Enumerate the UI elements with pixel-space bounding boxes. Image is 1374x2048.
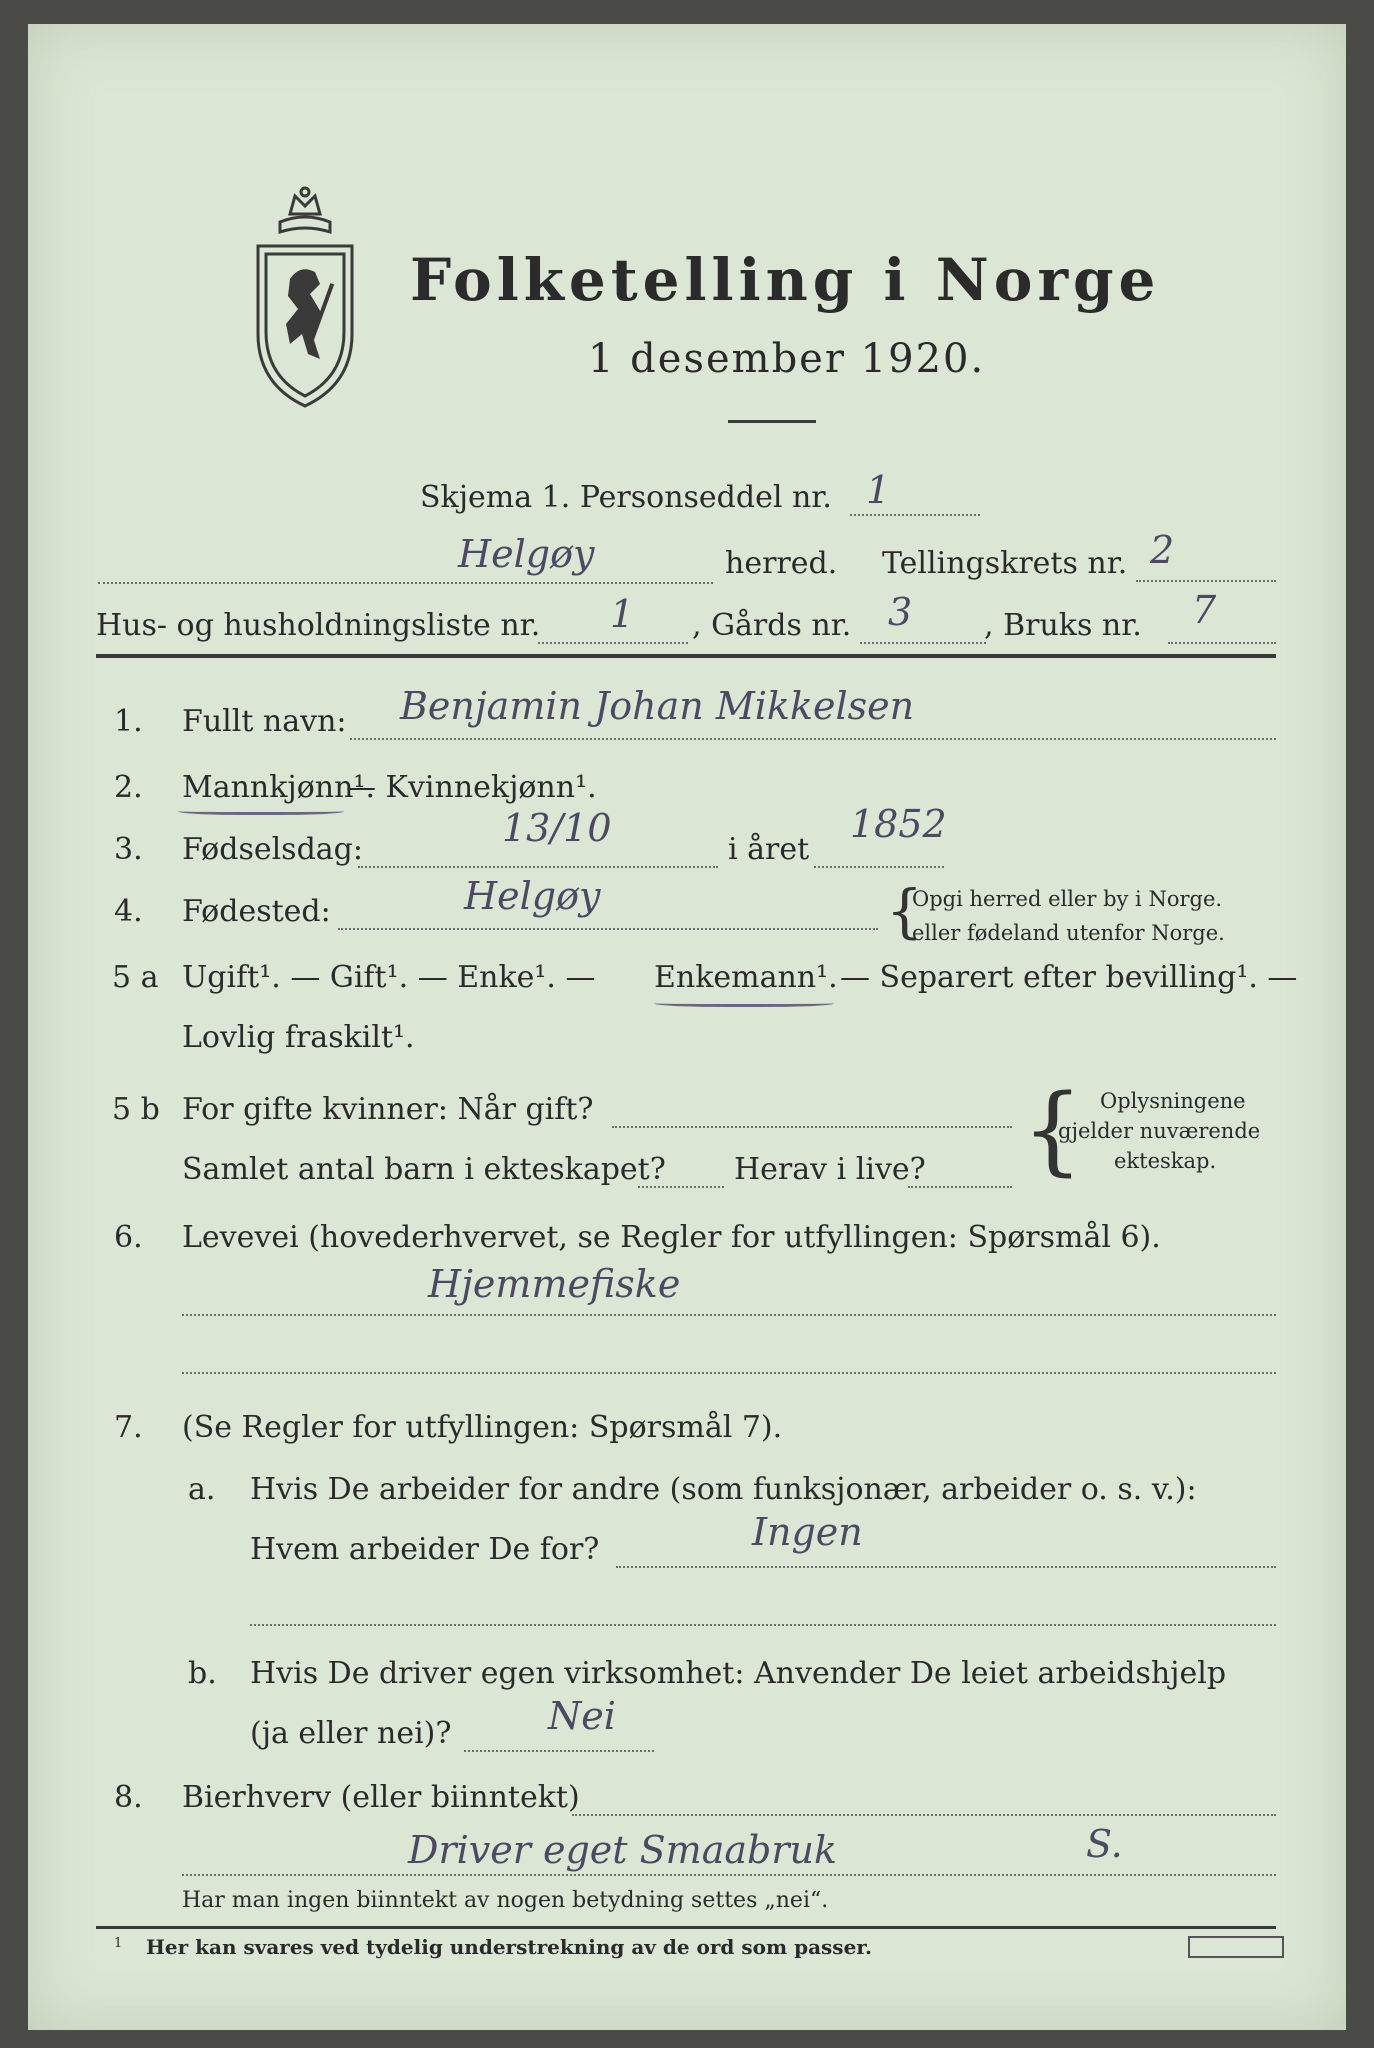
birthplace-value[interactable]: Helgøy bbox=[464, 874, 601, 918]
q7a-label-employer: Hvem arbeider De for? bbox=[250, 1532, 600, 1567]
q7b-letter: b. bbox=[188, 1656, 217, 1691]
q2-male-option[interactable]: Mannkjønn¹. bbox=[182, 770, 375, 805]
q3-number: 3. bbox=[114, 832, 143, 867]
q8-label: Bierhverv (eller biinntekt) bbox=[182, 1780, 580, 1815]
q2-female-option[interactable]: — Kvinnekjønn¹. bbox=[346, 770, 597, 805]
q4-number: 4. bbox=[114, 894, 143, 929]
hus-value[interactable]: 1 bbox=[610, 592, 635, 636]
bruks-dotline bbox=[1168, 642, 1276, 644]
footnote-mark: 1 bbox=[114, 1936, 123, 1951]
q8-number: 8. bbox=[114, 1780, 143, 1815]
employer-value[interactable]: Ingen bbox=[752, 1510, 863, 1554]
q3-year-label: i året bbox=[728, 832, 810, 867]
q6-dotline-2 bbox=[182, 1372, 1276, 1374]
title-divider bbox=[728, 420, 816, 423]
footnote-text: Her kan svares ved tydelig understrekning av de ord som passer. bbox=[146, 1935, 872, 1959]
birthyear-value[interactable]: 1852 bbox=[850, 802, 947, 846]
tellingskrets-dotline bbox=[1136, 580, 1276, 582]
q7a-label: Hvis De arbeider for andre (som funksjonær, arbeider o. s. v.): bbox=[250, 1472, 1197, 1507]
q1-number: 1. bbox=[114, 704, 143, 739]
q7b-dotline bbox=[464, 1750, 654, 1752]
q7a-letter: a. bbox=[188, 1472, 216, 1507]
bruks-label: , Bruks nr. bbox=[984, 608, 1142, 643]
gards-dotline bbox=[860, 642, 986, 644]
q7-number: 7. bbox=[114, 1410, 143, 1445]
norwegian-coat-of-arms-icon bbox=[250, 184, 360, 414]
q5a-options-1[interactable]: Ugift¹. — Gift¹. — Enke¹. — bbox=[182, 960, 596, 995]
q6-dotline-1 bbox=[182, 1314, 1276, 1316]
q4-brace: { bbox=[886, 877, 923, 945]
q5b-label-married: For gifte kvinner: Når gift? bbox=[182, 1092, 594, 1127]
q7a-dotline-2 bbox=[250, 1624, 1276, 1626]
q4-label: Fødested: bbox=[182, 894, 331, 929]
q7b-label: Hvis De driver egen virksomhet: Anvender De leiet arbeidshjelp bbox=[250, 1656, 1227, 1691]
q5a-widower-option[interactable]: Enkemann¹. bbox=[654, 960, 838, 995]
form-title: Folketelling i Norge bbox=[410, 246, 1161, 314]
occupation-value[interactable]: Hjemmefiske bbox=[428, 1262, 681, 1306]
herred-label: herred. bbox=[725, 546, 838, 581]
q3-label: Fødselsdag: bbox=[182, 832, 363, 867]
schema-dotline bbox=[850, 514, 980, 516]
q8-dotline-2 bbox=[182, 1874, 1276, 1876]
q1-dotline bbox=[350, 738, 1276, 740]
q7b-label-hired-help: (ja eller nei)? bbox=[250, 1716, 452, 1751]
hired-help-value[interactable]: Nei bbox=[548, 1694, 616, 1738]
bruks-value[interactable]: 7 bbox=[1192, 588, 1217, 632]
q5b-label-alive: Herav i live? bbox=[734, 1152, 926, 1187]
q5b-note-line3: ekteskap. bbox=[1114, 1149, 1217, 1173]
tellingskrets-value[interactable]: 2 bbox=[1150, 528, 1175, 572]
q5b-note-line2: gjelder nuværende bbox=[1058, 1119, 1261, 1143]
q4-note-line2: eller fødeland utenfor Norge. bbox=[912, 921, 1225, 945]
schema-value[interactable]: 1 bbox=[866, 468, 891, 512]
printer-stamp bbox=[1188, 1936, 1284, 1958]
census-date: 1 desember 1920. bbox=[588, 336, 986, 382]
q5b-note-line1: Oplysningene bbox=[1100, 1089, 1246, 1113]
male-underline-mark bbox=[178, 806, 344, 815]
secondary-income-value[interactable]: Driver eget Smaabruk bbox=[408, 1828, 838, 1872]
q3-dotline bbox=[358, 866, 718, 868]
herred-value[interactable]: Helgøy bbox=[458, 532, 595, 576]
header-divider bbox=[96, 654, 1276, 658]
q5a-options-2[interactable]: — Separert efter bevilling¹. — bbox=[840, 960, 1298, 995]
q1-label: Fullt navn: bbox=[182, 704, 347, 739]
q5b-married-dotline bbox=[612, 1126, 1012, 1128]
hus-label: Hus- og husholdningsliste nr. bbox=[96, 608, 541, 643]
q6-number: 6. bbox=[114, 1220, 143, 1255]
census-form-sheet bbox=[28, 24, 1346, 2030]
widower-underline-mark bbox=[654, 998, 834, 1007]
q5b-label-children: Samlet antal barn i ekteskapet? bbox=[182, 1152, 666, 1187]
footer-divider bbox=[96, 1926, 1276, 1929]
q4-note-line1: Opgi herred eller by i Norge. bbox=[912, 887, 1223, 911]
hus-dotline bbox=[538, 642, 688, 644]
q6-label: Levevei (hovederhvervet, se Regler for utfyllingen: Spørsmål 6). bbox=[182, 1220, 1161, 1255]
gards-label: , Gårds nr. bbox=[692, 608, 852, 643]
secondary-income-extra[interactable]: S. bbox=[1086, 1822, 1123, 1866]
q8-dotline bbox=[572, 1814, 1276, 1816]
herred-dotline bbox=[98, 582, 713, 584]
q4-dotline bbox=[338, 928, 878, 930]
gards-value[interactable]: 3 bbox=[888, 590, 913, 634]
schema-label: Skjema 1. Personseddel nr. bbox=[420, 480, 832, 515]
q5b-children-dotline bbox=[638, 1186, 724, 1188]
q5b-number: 5 b bbox=[112, 1092, 160, 1127]
tellingskrets-label: Tellingskrets nr. bbox=[882, 546, 1128, 581]
q3-year-dotline bbox=[814, 866, 944, 868]
q5b-alive-dotline bbox=[908, 1186, 1012, 1188]
q7-label: (Se Regler for utfyllingen: Spørsmål 7). bbox=[182, 1410, 783, 1445]
q5b-brace: { bbox=[1022, 1074, 1084, 1186]
q5a-divorced-option[interactable]: Lovlig fraskilt¹. bbox=[182, 1020, 415, 1055]
q7a-dotline bbox=[616, 1566, 1276, 1568]
full-name-value[interactable]: Benjamin Johan Mikkelsen bbox=[400, 684, 915, 728]
birthdate-value[interactable]: 13/10 bbox=[502, 806, 612, 850]
q5a-number: 5 a bbox=[112, 960, 159, 995]
q2-number: 2. bbox=[114, 770, 143, 805]
q8-note: Har man ingen biinntekt av nogen betydning settes „nei“. bbox=[182, 1888, 829, 1913]
